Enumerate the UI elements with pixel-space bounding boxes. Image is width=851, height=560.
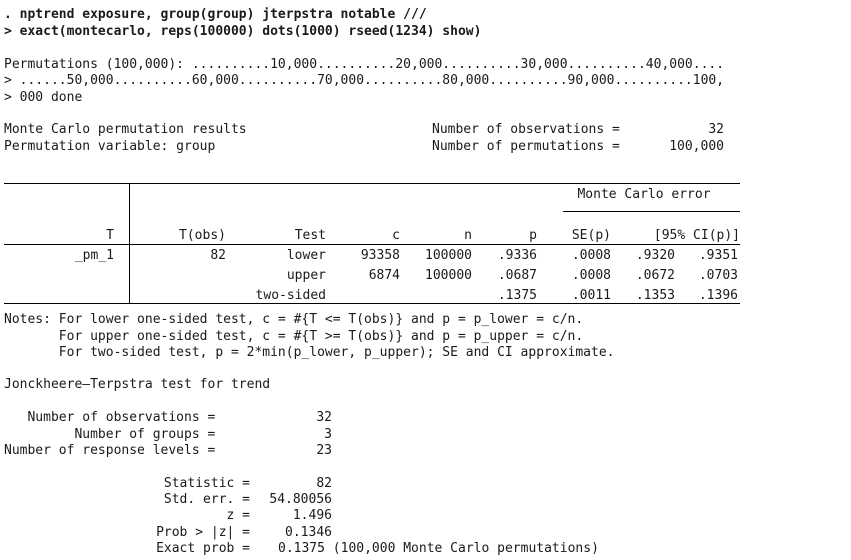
cell-se: .0011: [571, 288, 611, 303]
cell-se: .0008: [571, 268, 611, 283]
cell-c: 93358: [360, 248, 400, 263]
progress-line-1: Permutations (100,000): ..........10,000..........20,000..........30,000..........40,000....: [4, 57, 725, 72]
cell-se: .0008: [571, 248, 611, 263]
results-title: Monte Carlo permutation results: [4, 122, 247, 137]
jt-n-levels-label: Number of response levels =: [4, 443, 216, 458]
notes-line-1: Notes: For lower one-sided test, c = #{T <= T(obs)} and p = p_lower = c/n.: [4, 312, 584, 327]
progress-line-2: > ......50,000..........60,000..........70,000..........80,000..........90,000..........100,: [4, 73, 725, 88]
cell-t: _pm_1: [74, 248, 114, 263]
command-line-1: . nptrend exposure, group(group) jterpstra notable ///: [4, 7, 427, 22]
jt-n-levels-value: 23: [316, 443, 332, 458]
cell-ci-hi: .1396: [698, 288, 738, 303]
col-header-test: Test: [294, 228, 326, 243]
jt-n-groups-label: Number of groups =: [4, 427, 216, 442]
progress-line-3: > 000 done: [4, 90, 83, 105]
jt-n-obs-value: 32: [316, 410, 332, 425]
jt-exact-prob-value: 0.1375 (100,000 Monte Carlo permutations): [278, 541, 599, 556]
col-header-ci: [95% CI(p)]: [653, 228, 740, 243]
monte-carlo-error-header: Monte Carlo error: [577, 187, 711, 202]
cell-test: two-sided: [255, 288, 326, 303]
cell-p: .9336: [497, 248, 537, 263]
table-header-rule: [4, 244, 740, 245]
cell-test: lower: [286, 248, 326, 263]
col-header-p: p: [529, 228, 537, 243]
jt-exact-prob-label: Exact prob =: [156, 541, 250, 556]
jt-z-value: 1.496: [292, 508, 332, 523]
n-obs-label: Number of observations =: [432, 122, 620, 137]
cell-n: 100000: [425, 248, 472, 263]
cell-c: 6874: [368, 268, 400, 283]
jt-n-obs-label: Number of observations =: [4, 410, 216, 425]
cell-n: 100000: [425, 268, 472, 283]
table-bottom-rule: [4, 303, 740, 304]
table-top-rule: [4, 183, 740, 184]
cell-ci-lo: .0672: [635, 268, 675, 283]
col-header-c: c: [392, 228, 400, 243]
col-header-n: n: [464, 228, 472, 243]
jt-std-err-value: 54.80056: [269, 492, 332, 507]
cell-p: .1375: [497, 288, 537, 303]
jt-prob-z-label: Prob > |z| =: [156, 525, 250, 540]
jt-n-groups-value: 3: [324, 427, 332, 442]
jt-title: Jonckheere–Terpstra test for trend: [4, 377, 271, 392]
notes-line-2: For upper one-sided test, c = #{T >= T(obs)} and p = p_upper = c/n.: [4, 329, 584, 344]
command-line-2: > exact(montecarlo, reps(100000) dots(1000) rseed(1234) show): [4, 24, 482, 39]
jt-std-err-label: Std. err. =: [163, 492, 250, 507]
cell-ci-lo: .1353: [635, 288, 675, 303]
n-perm-label: Number of permutations =: [432, 139, 620, 154]
cell-p: .0687: [497, 268, 537, 283]
cell-ci-lo: .9320: [635, 248, 675, 263]
col-header-se: SE(p): [571, 228, 611, 243]
cell-t-obs: 82: [210, 248, 226, 263]
jt-prob-z-value: 0.1346: [285, 525, 332, 540]
permutation-variable: Permutation variable: group: [4, 139, 216, 154]
table-vertical-rule: [129, 183, 130, 303]
jt-statistic-value: 82: [316, 476, 332, 491]
col-header-t: T: [106, 228, 114, 243]
n-obs-value: 32: [708, 122, 724, 137]
n-perm-value: 100,000: [669, 139, 724, 154]
jt-statistic-label: Statistic =: [163, 476, 250, 491]
col-header-t-obs: T(obs): [179, 228, 226, 243]
group-header-rule: [563, 211, 740, 212]
cell-test: upper: [286, 268, 326, 283]
jt-z-label: z =: [226, 508, 250, 523]
cell-ci-hi: .9351: [698, 248, 738, 263]
notes-line-3: For two-sided test, p = 2*min(p_lower, p_upper); SE and CI approximate.: [4, 345, 615, 360]
cell-ci-hi: .0703: [698, 268, 738, 283]
